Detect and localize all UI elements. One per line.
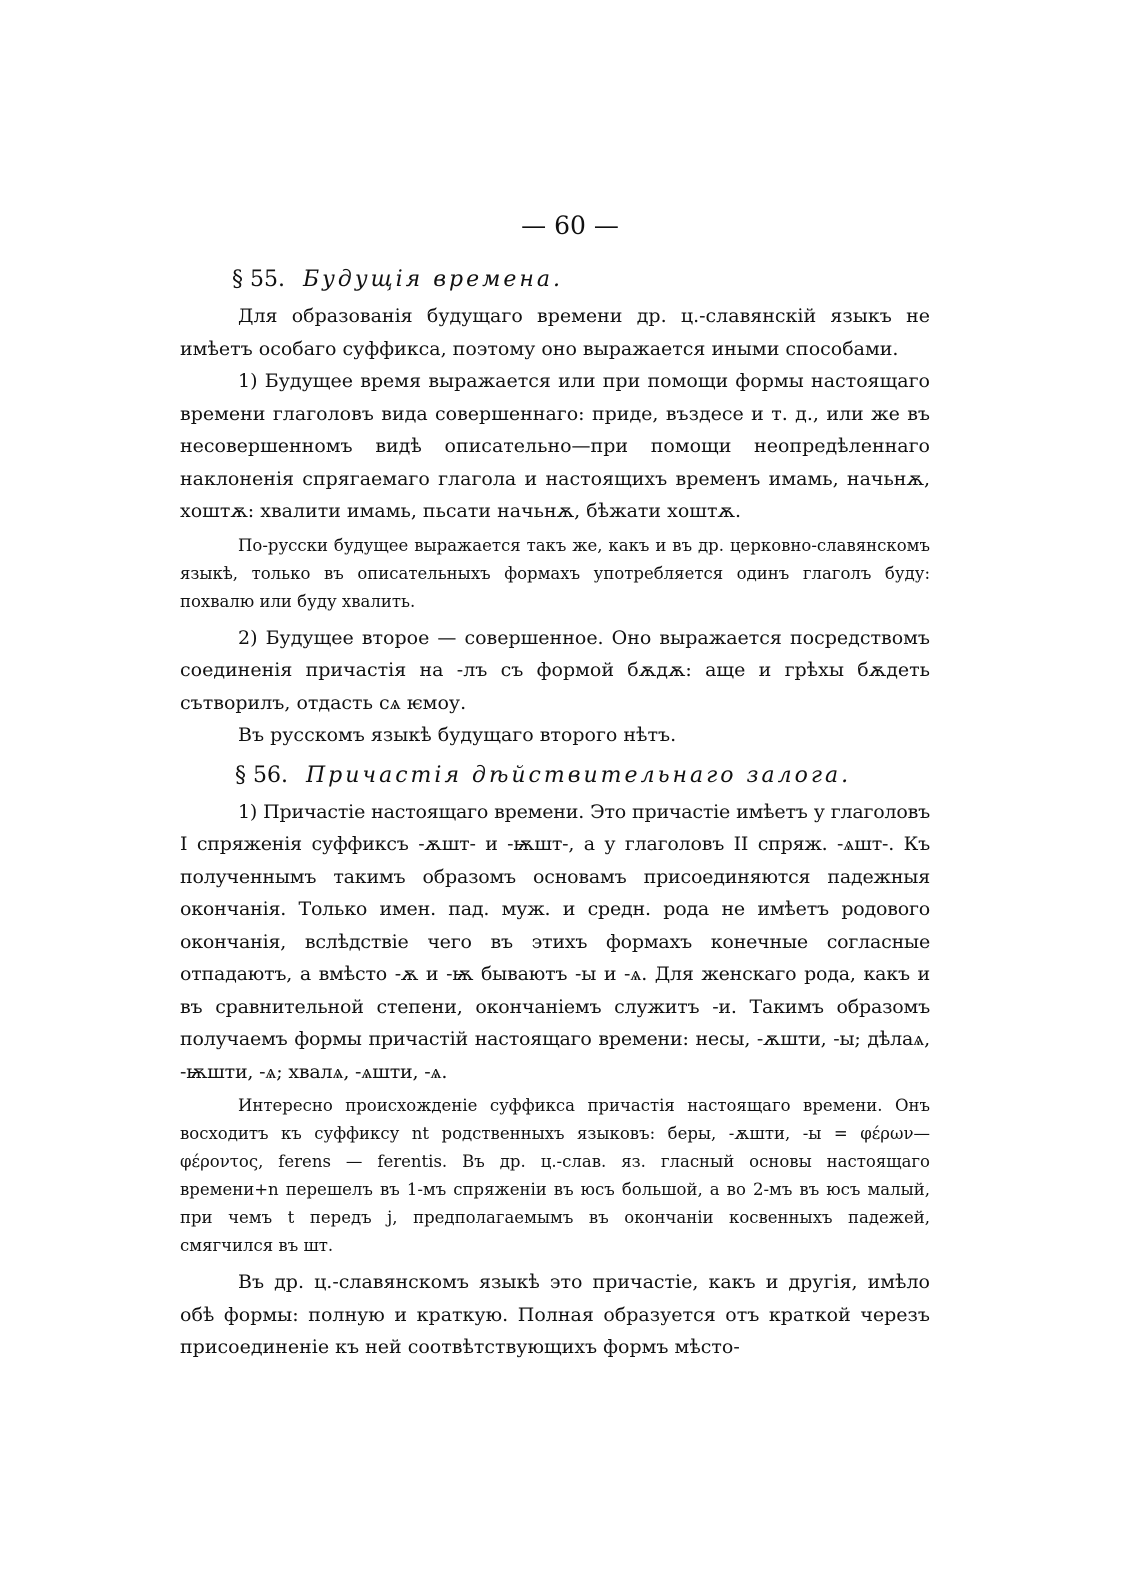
section-55-heading (180, 262, 930, 298)
page-number: — 60 — (521, 211, 619, 240)
section-56-heading (180, 758, 930, 794)
section-55-number: § 55. (232, 267, 285, 292)
section-56-number: § 56. (235, 762, 288, 788)
page-text (180, 262, 930, 1364)
section-55-paragraph-1: Для образованія будущаго времени др. ц.-славянскій языкъ не имѣетъ особаго суффикса, поэтому оно выражается иными способами. (180, 305, 930, 360)
section-55-title: Будущія времена. (302, 267, 564, 292)
section-56-title: Причастія дѣйствительнаго залога. (305, 762, 852, 788)
section-56-paragraph-2: Въ др. ц.-славянскомъ языкѣ это причастіе, какъ и другія, имѣло обѣ формы: полную и краткую. Полная образуется отъ краткой черезъ присоединеніе къ ней соотвѣтствующихъ формъ мѣсто- (180, 1271, 930, 1358)
section-55-paragraph-3: 2) Будущее второе — совершенное. Оно выражается посредствомъ соединенія причастія на -лъ съ формой бѫдѫ: аще и грѣхы бѫдеть сътворилъ, отдасть сѧ ѥмоу. (180, 626, 930, 714)
section-55-paragraph-4: Въ русскомъ языкѣ будущаго второго нѣтъ. (238, 724, 677, 746)
section-56-note: Интересно происхожденіе суффикса причастія настоящаго времени. Онъ восходитъ къ суффиксу nt родственныхъ языковъ: беры, -ѫшти, -ы = φέρων—φέροντος, ferens — ferentis. Въ др. ц.-слав. яз. гласный основы настоящаго времени+n перешелъ въ 1-мъ спряженіи въ юсъ большой, а во 2-мъ въ юсъ малый, при чемъ t передъ j, предполагаемымъ въ окончаніи косвенныхъ падежей, смягчился въ шт. (180, 1096, 930, 1255)
section-56-paragraph-1: 1) Причастіе настоящаго времени. Это причастіе имѣетъ у глаголовъ I спряженія суффиксъ -ѫшт- и -ѭшт-, а у глаголовъ II спряж. -ѧшт-. Къ полученнымъ такимъ образомъ основамъ присоединяются падежныя окончанія. Только имен. пад. муж. и средн. рода не имѣетъ родового окончанія, вслѣдствіе чего въ этихъ формахъ конечные согласные отпадаютъ, а вмѣсто -ѫ и -ѭ бываютъ -ы и -ѧ. Для женскаго рода, какъ и въ сравнительной степени, окончаніемъ служитъ -и. Такимъ образомъ получаемъ формы причастій настоящаго времени: несы, -ѫшти, -ы; дѣлаѧ, -ѭшти, -ѧ; хвалѧ, -ѧшти, -ѧ. (180, 800, 930, 1083)
section-55-note: По-русски будущее выражается такъ же, какъ и въ др. церковно-славянскомъ языкѣ, только въ описательныхъ формахъ употребляется одинъ глаголъ буду: похвалю или буду хвалить. (180, 535, 930, 611)
section-55-paragraph-2: 1) Будущее время выражается или при помощи формы настоящаго времени глаголовъ вида совершеннаго: приде, въздесе и т. д., или же въ несовершенномъ видѣ описательно—при помощи неопредѣленнаго наклоненія спрягаемаго глагола и настоящихъ временъ имамь, начьнѫ, хоштѫ: хвалити имамь, пьсати начьнѫ, бѣжати хоштѫ. (180, 370, 930, 522)
